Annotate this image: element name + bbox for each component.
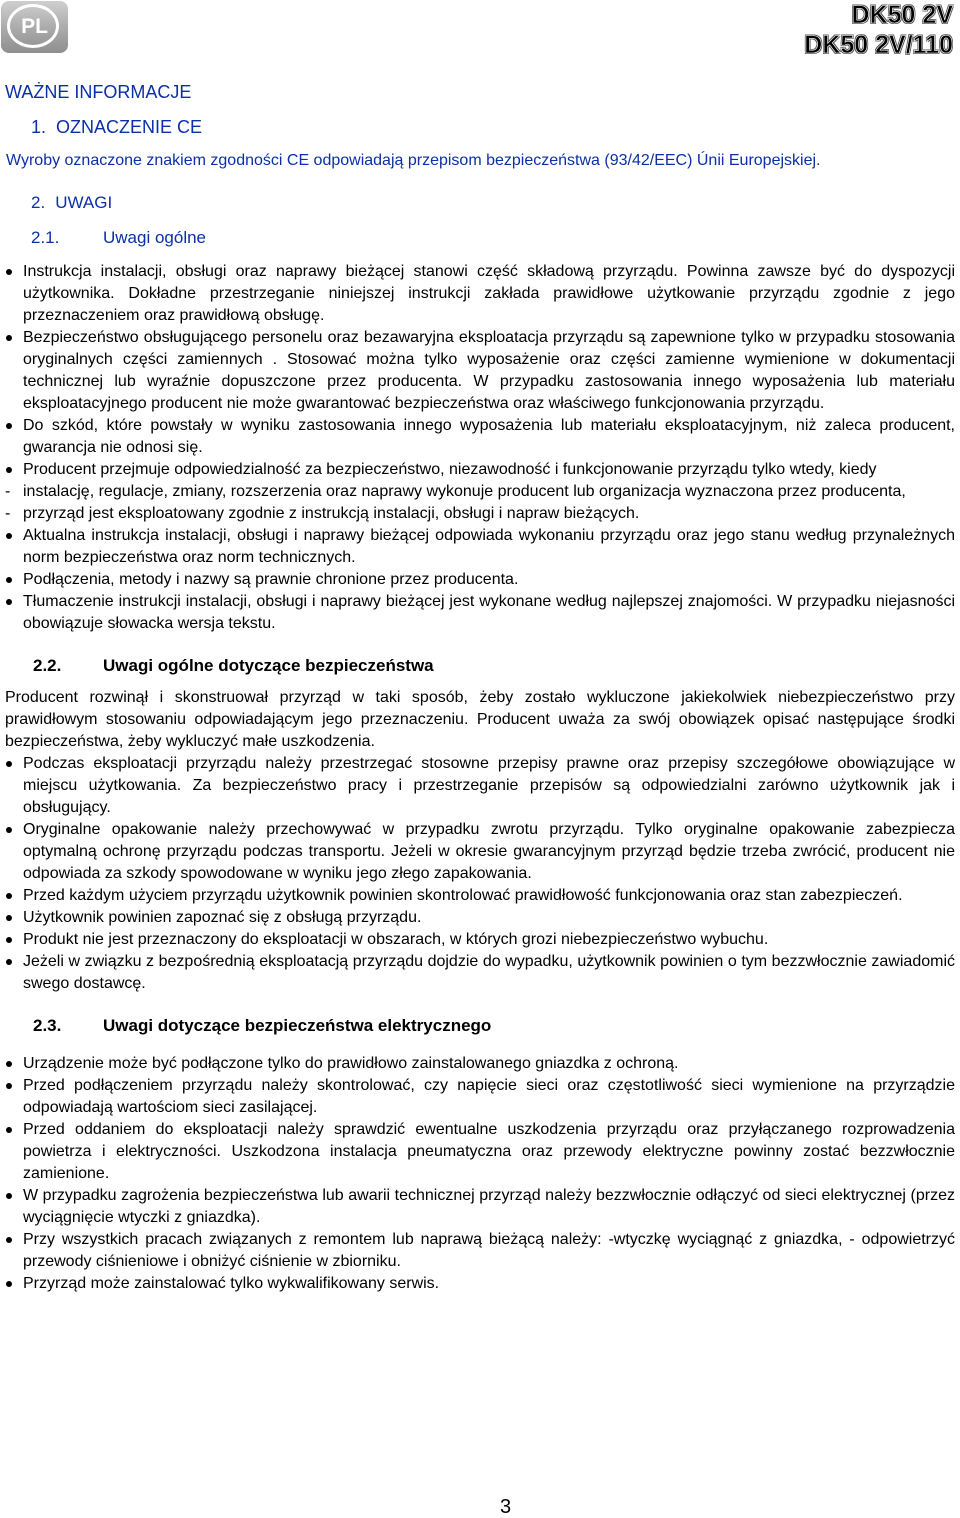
logo-text: PL: [21, 15, 48, 38]
list-item: Aktualna instrukcja instalacji, obsługi i naprawy bieżącej odpowiada wykonaniu przyrządu oraz jego stanu według przynależnych norm bezpieczeństwa oraz norm technicznych.: [5, 525, 955, 569]
page-number: 3: [500, 1496, 512, 1518]
list-item: Przed każdym użyciem przyrządu użytkownik powinien skontrolować prawidłowość funkcjonowania oraz stan zabezpieczeń.: [5, 885, 955, 907]
list-item: Producent przejmuje odpowiedzialność za bezpieczeństwo, niezawodność i funkcjonowanie przyrządu tylko wtedy, kiedy: [5, 459, 955, 481]
list-item: Bezpieczeństwo obsługującego personelu oraz bezawaryjna eksploatacja przyrządu są zapewnione tylko w przypadku stosowania oryginalnych części zamiennych . Stosować można tylko wyposażenie oraz części zamienne wymienione w dokumentacji technicznej lub wyraźnie dopuszczone przez producenta. W przypadku zastosowania innego wyposażenia lub materiału eksploatacyjnego producent nie może gwarantować bezpieczeństwa oraz właściwego funkcjonowania przyrządu.: [5, 327, 955, 415]
section-2-heading: [5, 191, 955, 215]
list-item: Oryginalne opakowanie należy przechowywać w przypadku zwrotu przyrządu. Tylko oryginalne opakowanie zabezpiecza optymalną ochronę przyrządu podczas transportu. Jeżeli w okresie gwarancyjnym przyrząd będzie trzeba zwrócić, producent nie odpowiada za szkody spowodowane w wyniku jego złego zapakowania.: [5, 819, 955, 885]
document-body: [5, 80, 955, 1295]
section-2-3-list: [5, 1053, 955, 1295]
model-name-2: DK50 2V/110: [804, 31, 953, 59]
section-2-1-title: Uwagi ogólne: [103, 228, 207, 247]
model-name-1: DK50 2V: [851, 1, 953, 29]
section-2-1-list: [5, 261, 955, 481]
section-2-1-list-continued: [5, 525, 955, 635]
section-1-title: OZNACZENIE CE: [56, 117, 203, 137]
section-2-2-title: Uwagi ogólne dotyczące bezpieczeństwa: [103, 656, 434, 675]
list-item: Przy wszystkich pracach związanych z remontem lub naprawą bieżącą należy: -wtyczkę wyciągnąć z gniazdka, - odpowietrzyć przewody ciśnieniowe i obniżyć ciśnienie w zbiorniku.: [5, 1229, 955, 1273]
section-2-number: 2.: [31, 193, 46, 212]
list-item: Produkt nie jest przeznaczony do eksploatacji w obszarach, w których grozi niebezpieczeństwo wybuchu.: [5, 929, 955, 951]
dash-item-text: przyrząd jest eksploatowany zgodnie z instrukcją instalacji, obsługi i napraw bieżących.: [23, 505, 640, 522]
list-item: Przed oddaniem do eksploatacji należy sprawdzić ewentualne uszkodzenia przyrządu oraz przyłączanego rozprowadzenia powietrza i elektryczności. Uszkodzona instalacja pneumatyczna oraz przewody elektryczne powinny zostać bezzwłocznie zamienione.: [5, 1119, 955, 1185]
section-2-2-number: 2.2.: [33, 656, 62, 675]
section-2-title: UWAGI: [55, 193, 113, 212]
section-2-3-number: 2.3.: [33, 1016, 62, 1035]
dash-mark: -: [5, 483, 11, 500]
section-2-2-intro: Producent rozwinął i skonstruował przyrząd w taki sposób, żeby zostało wykluczone jakiekolwiek niebezpieczeństwo przy prawidłowym stosowaniu odpowiadającym jego przeznaczeniu. Producent uważa za swój obowiązek opisać następujące środki bezpieczeństwa, żeby wykluczyć małe uszkodzenia.: [5, 689, 955, 750]
dash-item: [5, 481, 955, 503]
section-1-number: 1.: [31, 117, 47, 137]
dash-item-text: instalację, regulacje, zmiany, rozszerzenia oraz naprawy wykonuje producent lub organizacja wyznaczona przez producenta,: [23, 483, 906, 500]
section-2-3-title: Uwagi dotyczące bezpieczeństwa elektrycznego: [103, 1016, 492, 1035]
section-2-3-heading: [5, 1014, 955, 1038]
list-item: Urządzenie może być podłączone tylko do prawidłowo zainstalowanego gniazdka z ochroną.: [5, 1053, 955, 1075]
list-item: Podczas eksploatacji przyrządu należy przestrzegać stosowne przepisy prawne oraz przepisy szczegółowe obowiązujące w miejscu użytkowania. Za bezpieczeństwo pracy i przestrzeganie przepisów są odpowiedzialni zarówno użytkownik jak i obsługujący.: [5, 753, 955, 819]
dash-item: [5, 503, 955, 525]
section-1-text: Wyroby oznaczone znakiem zgodności CE odpowiadają przepisom bezpieczeństwa (93/42/EEC) Únii Europejskiej.: [6, 152, 821, 169]
list-item: Do szkód, które powstały w wyniku zastosowania innego wyposażenia lub materiału eksploatacyjnym, niż zaleca producent, gwarancja nie odnosi się.: [5, 415, 955, 459]
dash-mark: -: [5, 505, 11, 522]
document-title: WAŻNE INFORMACJE: [5, 82, 192, 102]
list-item: Użytkownik powinien zapoznać się z obsługą przyrządu.: [5, 907, 955, 929]
list-item: Podłączenia, metody i nazwy są prawnie chronione przez producenta.: [5, 569, 955, 591]
section-2-2-heading: [5, 654, 955, 678]
pl-language-logo: [1, 1, 68, 53]
list-item: Instrukcja instalacji, obsługi oraz naprawy bieżącej stanowi część składową przyrządu. Powinna zawsze być do dyspozycji użytkownika. Dokładne przestrzeganie niniejszej instrukcji zakłada prawidłowe użytkowanie przyrządu zgodnie z jego przeznaczeniem oraz prawidłową obsługę.: [5, 261, 955, 327]
section-2-2-list: [5, 753, 955, 995]
list-item: Przyrząd może zainstalować tylko wykwalifikowany serwis.: [5, 1273, 955, 1295]
list-item: Przed podłączeniem przyrządu należy skontrolować, czy napięcie sieci oraz częstotliwość sieci wymienione na przyrządzie odpowiadają wartościom sieci zasilającej.: [5, 1075, 955, 1119]
section-1-heading: [5, 115, 955, 139]
list-item: W przypadku zagrożenia bezpieczeństwa lub awarii technicznej przyrząd należy bezzwłocznie odłączyć od sieci elektrycznej (przez wyciągnięcie wtyczki z gniazdka).: [5, 1185, 955, 1229]
section-2-1-number: 2.1.: [31, 228, 60, 247]
section-2-1-heading: [5, 226, 955, 250]
page-header: [0, 0, 960, 60]
list-item: Jeżeli w związku z bezpośrednią eksploatacją przyrządu dojdzie do wypadku, użytkownik powinien o tym bezzwłocznie zawiadomić swego dostawcę.: [5, 951, 955, 995]
list-item: Tłumaczenie instrukcji instalacji, obsługi i naprawy bieżącej jest wykonane według najlepszej znajomości. W przypadku niejasności obowiązuje słowacka wersja tekstu.: [5, 591, 955, 635]
